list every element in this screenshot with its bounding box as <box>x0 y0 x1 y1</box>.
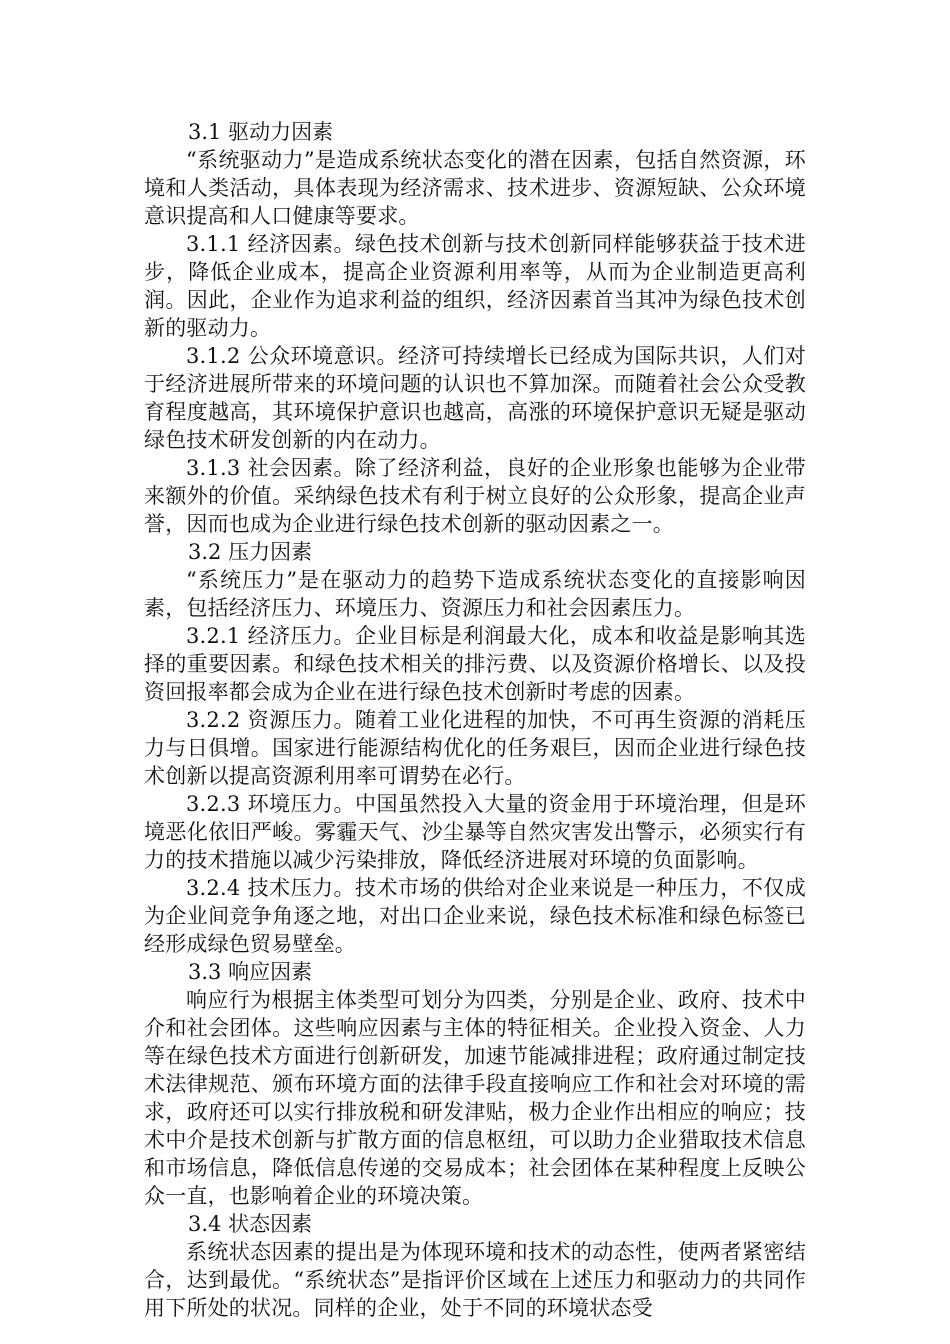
paragraph: 3.2.2 资源压力。随着工业化进程的加快，不可再生资源的消耗压力与日俱增。国家进行能源结构优化的任务艰巨，因而企业进行绿色技术创新以提高资源利用率可谓势在必行。 <box>144 708 806 788</box>
paragraph: 响应行为根据主体类型可划分为四类，分别是企业、政府、技术中介和社会团体。这些响应因素与主体的特征相关。企业投入资金、人力等在绿色技术方面进行创新研发，加速节能减排进程；政府通过制定技术法律规范、颁布环境方面的法律手段直接响应工作和社会对环境的需求，政府还可以实行排放税和研发津贴，极力企业作出相应的响应；技术中介是技术创新与扩散方面的信息枢纽，可以助力企业猎取技术信息和市场信息，降低信息传递的交易成本；社会团体在某种程度上反映公众一直，也影响着企业的环境决策。 <box>144 988 806 1208</box>
section-heading: 3.4 状态因素 <box>188 1212 313 1236</box>
section-heading: 3.3 响应因素 <box>188 960 313 984</box>
section-heading: 3.1 驱动力因素 <box>188 120 334 144</box>
paragraph: 3.1.3 社会因素。除了经济利益，良好的企业形象也能够为企业带来额外的价值。采纳绿色技术有利于树立良好的公众形象，提高企业声誉，因而也成为企业进行绿色技术创新的驱动因素之一。 <box>144 456 806 536</box>
paragraph: 3.2.4 技术压力。技术市场的供给对企业来说是一种压力，不仅成为企业间竞争角逐之地，对出口企业来说，绿色技术标准和绿色标签已经形成绿色贸易壁垒。 <box>144 876 806 956</box>
section-heading: 3.2 压力因素 <box>188 540 313 564</box>
paragraph: 3.2.1 经济压力。企业目标是利润最大化，成本和收益是影响其选择的重要因素。和绿色技术相关的排污费、以及资源价格增长、以及投资回报率都会成为企业在进行绿色技术创新时考虑的因素。 <box>144 624 806 704</box>
paragraph: 3.2.3 环境压力。中国虽然投入大量的资金用于环境治理，但是环境恶化依旧严峻。雾霾天气、沙尘暴等自然灾害发出警示，必须实行有力的技术措施以减少污染排放，降低经济进展对环境的负面影响。 <box>144 792 806 872</box>
paragraph: 3.1.1 经济因素。绿色技术创新与技术创新同样能够获益于技术进步，降低企业成本，提高企业资源利用率等，从而为企业制造更高利润。因此，企业作为追求利益的组织，经济因素首当其冲为绿色技术创新的驱动力。 <box>144 232 806 340</box>
paragraph: 3.1.2 公众环境意识。经济可持续增长已经成为国际共识，人们对于经济进展所带来的环境问题的认识也不算加深。而随着社会公众受教育程度越高，其环境保护意识也越高，高涨的环境保护意识无疑是驱动绿色技术研发创新的内在动力。 <box>144 344 806 452</box>
document-page <box>144 118 806 1322</box>
paragraph: 系统状态因素的提出是为体现环境和技术的动态性，使两者紧密结合，达到最优。“系统状态”是指评价区域在上述压力和驱动力的共同作用下所处的状况。同样的企业，处于不同的环境状态受 <box>144 1240 806 1320</box>
paragraph: “系统压力”是在驱动力的趋势下造成系统状态变化的直接影响因素，包括经济压力、环境压力、资源压力和社会因素压力。 <box>144 568 806 620</box>
paragraph: “系统驱动力”是造成系统状态变化的潜在因素，包括自然资源，环境和人类活动，具体表现为经济需求、技术进步、资源短缺、公众环境意识提高和人口健康等要求。 <box>144 148 806 228</box>
